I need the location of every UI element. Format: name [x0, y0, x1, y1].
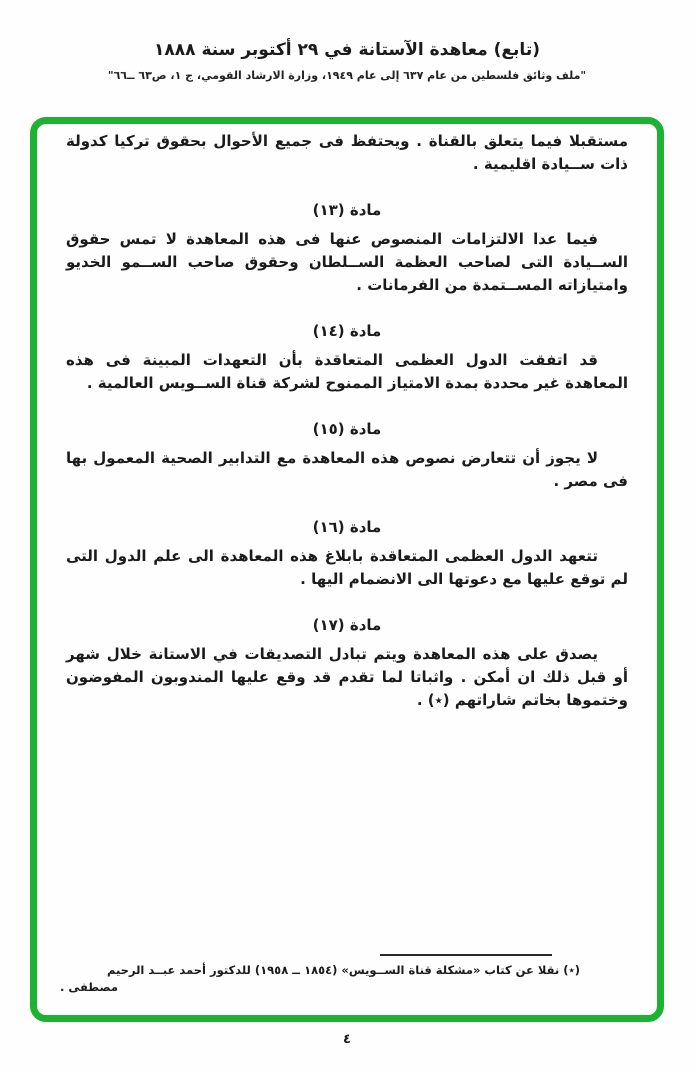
- intro-paragraph: مستقبلا فيما يتعلق بالقناة . ويحتفظ فى جميع الأحوال بحقوق تركيا كدولة ذات ســيادة اقليمية .: [66, 132, 628, 173]
- article-13: [66, 201, 628, 297]
- article-17-body: يصدق على هذه المعاهدة ويتم تبادل التصديقات في الاستانة خلال شهر أو قبل ذلك ان أمكن . واثباتا لما تقدم قد وقع عليها المندوبون المفوضون وختموها بخاتم شاراتهم (٭) .: [66, 645, 628, 709]
- article-13-body: فيما عدا الالتزامات المنصوص عنها فى هذه المعاهدة لا تمس حقوق الســيادة التى لصاحب العظمة الســلطان وحقوق صاحب الســمو الخديو وامتيازاته المســتمدة من الفرمانات .: [66, 230, 628, 294]
- footnote-divider: [380, 954, 552, 956]
- article-16-body: تتعهد الدول العظمى المتعاقدة بابلاغ هذه المعاهدة الى علم الدول التى لم توقع عليها مع دعوتها الى الانضمام اليها .: [66, 547, 628, 588]
- footnote-text: (٭) نقلا عن كتاب «مشكلة قناة الســويس» (١٨٥٤ ــ ١٩٥٨) للدكتور أحمد عبــد الرحيم: [106, 963, 580, 977]
- article-16-heading: مادة (١٦): [312, 518, 382, 536]
- article-16: [66, 518, 628, 591]
- document-title: (تابع) معاهدة الآستانة في ٢٩ أكتوبر سنة ١٨٨٨: [154, 40, 540, 60]
- page-number: ٤: [343, 1032, 351, 1047]
- document-header: [0, 40, 694, 82]
- article-15: [66, 420, 628, 493]
- document-source-citation: "ملف وثائق فلسطين من عام ٦٣٧ إلى عام ١٩٤٩، وزارة الارشاد القومي، ج ١، ص٦٣ ــ٦٦": [107, 69, 587, 82]
- article-15-body: لا يجوز أن تتعارض نصوص هذه المعاهدة مع التدابير الصحية المعمول بها فى مصر .: [66, 449, 628, 490]
- article-13-heading: مادة (١٣): [312, 201, 382, 219]
- article-14-body: قد اتفقت الدول العظمى المتعاقدة بأن التعهدات المبينة فى هذه المعاهدة غير محددة بمدة الامتياز الممنوح لشركة قناة الســويس العالمية .: [66, 351, 628, 392]
- article-14: [66, 322, 628, 395]
- article-17-heading: مادة (١٧): [312, 616, 382, 634]
- article-14-heading: مادة (١٤): [312, 322, 382, 340]
- footnote: [60, 954, 628, 996]
- treaty-text-block: [66, 130, 628, 712]
- article-15-heading: مادة (١٥): [312, 420, 382, 438]
- article-17: [66, 616, 628, 712]
- footnote-text-continuation: مصطفى .: [60, 980, 118, 994]
